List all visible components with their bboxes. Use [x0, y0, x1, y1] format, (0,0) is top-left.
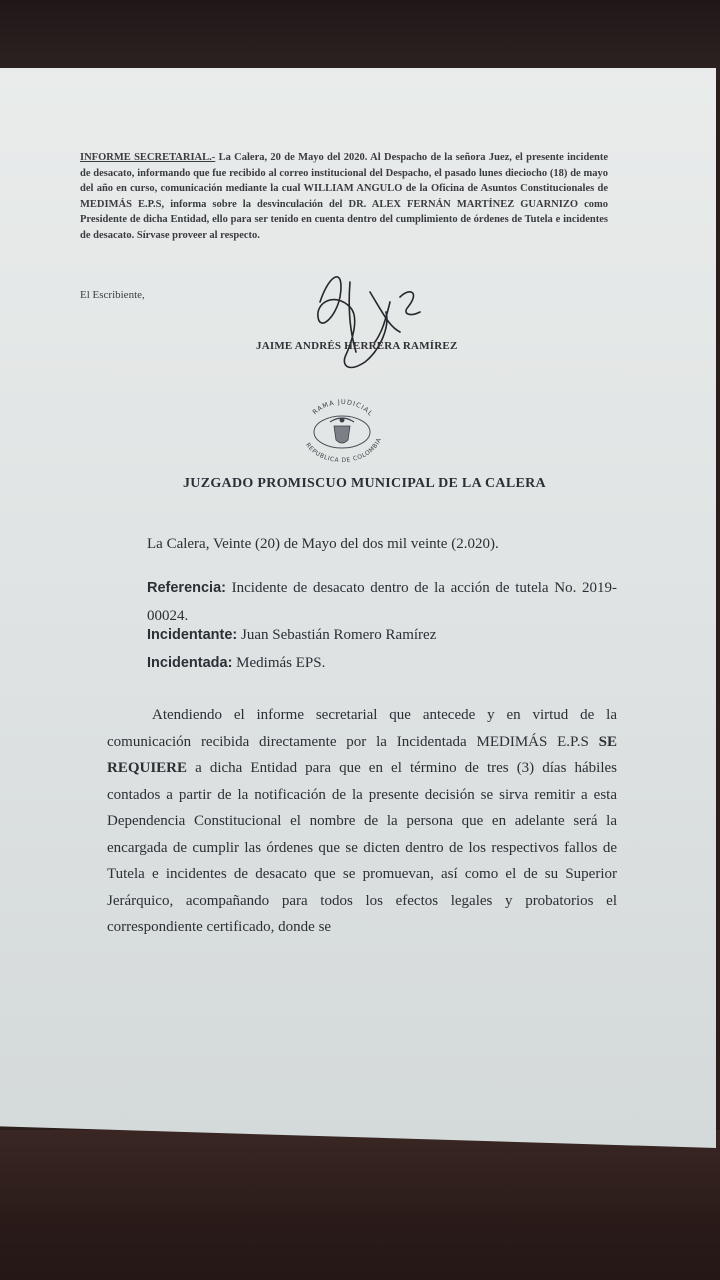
body-part2: a dicha Entidad para que en el término de tres (3) días hábiles contados a partir de la notificación de la presente decisión se sirva remitir a esta Dependencia Constitucional el nombre de la persona que en adelante será la encargada de cumplir las órdenes que se dicten dentro de los respectivos fallos de Tutela e incidentes de desacato que se promuevan, así como el de su Superior Jerárquico, acompañando para todos los efectos legales y probatorios el correspondiente certificado, donde se — [107, 760, 617, 935]
report-text: La Calera, 20 de Mayo del 2020. Al Despacho de la señora Juez, el presente incidente de desacato, informando que fue recibido al correo institucional del Despacho, el pasado lunes dieciocho (18) de mayo del año en curso, comunicación mediante la cual WILLIAM ANGULO de la Oficina de Asuntos Constitucionales de MEDIMÁS E.P.S, informa sobre la desvinculación del DR. ALEX FERNÁN MARTÍNEZ GUARNIZO como Presidente de dicha Entidad, ello para ser tenido en cuenta dentro del cumplimiento de órdenes de Tutela e incidentes de desacato. Sírvase proveer al respecto. — [80, 152, 608, 241]
escribiente-label: El Escribiente, — [80, 289, 145, 301]
incidentante-line — [147, 627, 436, 644]
court-name: JUZGADO PROMISCUO MUNICIPAL DE LA CALERA — [183, 476, 546, 491]
secretarial-report — [80, 150, 608, 244]
reference-block — [147, 574, 617, 630]
signer-name: JAIME ANDRÉS HERRERA RAMÍREZ — [256, 340, 458, 352]
background-table — [0, 1130, 720, 1280]
handwritten-signature — [290, 262, 430, 382]
date-line: La Calera, Veinte (20) de Mayo del dos mil veinte (2.020). — [147, 536, 499, 552]
court-seal — [290, 392, 394, 462]
seal-top-text: RAMA JUDICIAL — [310, 397, 375, 418]
body-paragraph — [107, 702, 617, 941]
incidentada-label: Incidentada: — [147, 655, 233, 671]
svg-text:RAMA JUDICIAL — [311, 398, 375, 418]
incidentada-line — [147, 655, 325, 672]
incidentada-text: Medimás EPS. — [232, 655, 326, 671]
referencia-label: Referencia: — [147, 580, 226, 596]
incidentante-label: Incidentante: — [147, 627, 238, 643]
report-heading: INFORME SECRETARIAL.- — [80, 152, 216, 163]
body-part1: Atendiendo el informe secretarial que antecede y en virtud de la comunicación recibida directamente por la Incidentada MEDIMÁS E.P.S — [107, 707, 617, 750]
incidentante-text: Juan Sebastián Romero Ramírez — [237, 627, 437, 643]
referencia-text: Incidente de desacato dentro de la acción de tutela No. 2019-00024. — [147, 580, 617, 624]
seal-bottom-text: REPUBLICA DE COLOMBIA — [303, 436, 383, 462]
body-bold: SE REQUIERE — [107, 733, 617, 776]
